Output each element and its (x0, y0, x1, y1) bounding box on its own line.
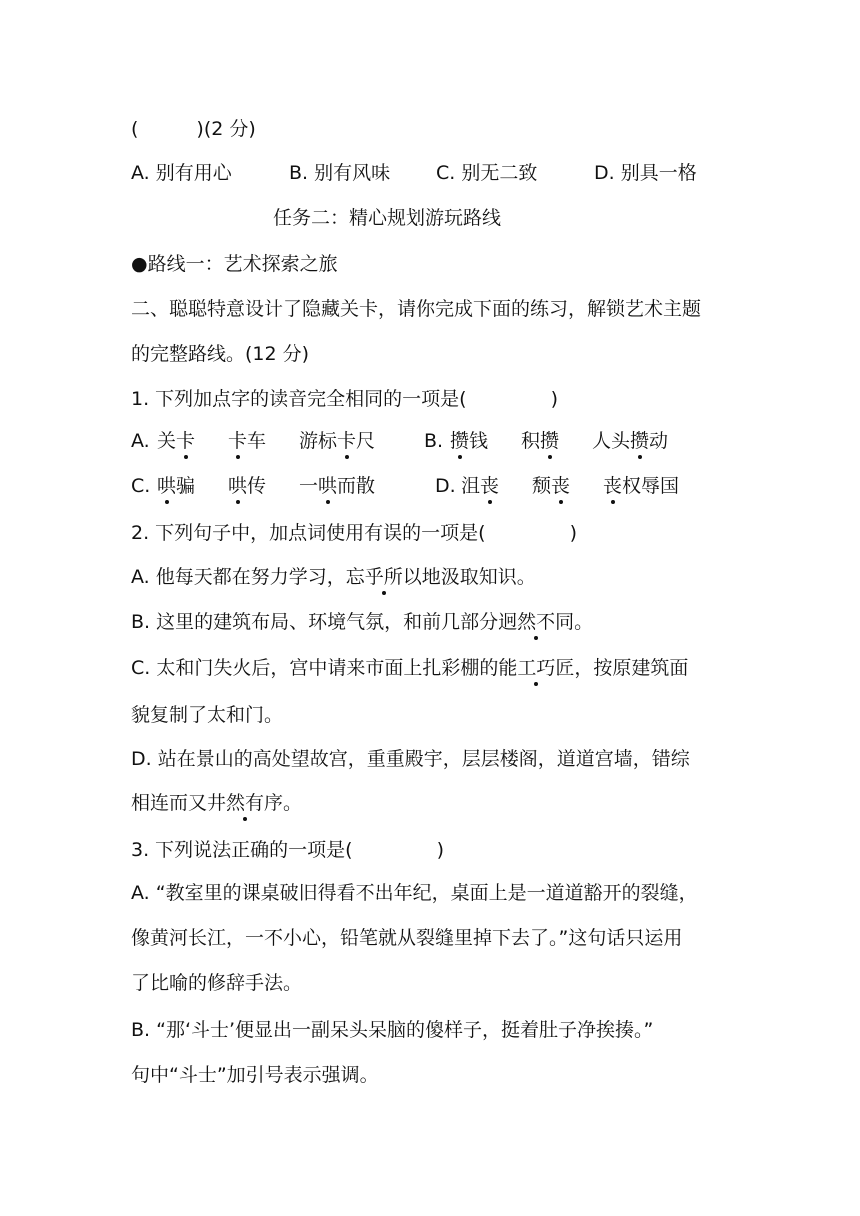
question-2-option-d[interactable]: D. 站在景山的高处望故宫，重重殿宇，层层楼阁，道道宫墙，错综 (131, 748, 690, 770)
dotted-char: 哄 (157, 475, 177, 497)
option-a-label[interactable]: A. (131, 430, 150, 452)
dotted-char: 攒 (540, 430, 560, 452)
dotted-char: 丧 (603, 475, 623, 497)
question-1-text: 1. 下列加点字的读音完全相同的一项是( (131, 388, 467, 410)
paren-open: ( (131, 118, 139, 140)
question-2-option-d-cont: 相连而又井然有序。 (131, 792, 303, 814)
word: 攒钱 (450, 430, 489, 452)
q1-answer-blank (131, 116, 256, 142)
dotted-char: 丧 (551, 475, 571, 497)
option-b-label[interactable]: B. (424, 430, 444, 452)
question-3-option-a[interactable]: A. “教室里的课桌破旧得看不出年纪，桌面上是一道道豁开的裂缝， (131, 882, 698, 904)
question-3-stem (131, 837, 444, 863)
question-3-option-b-cont: 句中“斗士”加引号表示强调。 (131, 1064, 379, 1086)
question-2-option-c-cont: 貌复制了太和门。 (131, 704, 284, 726)
word: 一哄而散 (299, 475, 376, 497)
dotted-char: 卡 (228, 430, 248, 452)
dotted-char: 哄 (228, 475, 248, 497)
paren-close: ) (569, 522, 578, 544)
section-two-line-2: 的完整路线。(12 分) (131, 343, 310, 365)
dotted-phrase: 忘乎所以 (345, 566, 422, 588)
word: 颓丧 (532, 475, 571, 497)
word: 卡车 (228, 430, 267, 452)
word: 人头攒动 (592, 430, 669, 452)
task-title: 任务二：精心规划游玩路线 (273, 207, 502, 229)
score-note: )(2 分) (196, 118, 256, 140)
option-c[interactable]: C. 别无二致 (436, 162, 538, 184)
option-d-label[interactable]: D. (435, 475, 456, 497)
dotted-char: 卡 (337, 430, 357, 452)
option-c-label[interactable]: C. (131, 475, 151, 497)
dotted-char: 丧 (480, 475, 500, 497)
dotted-char: 哄 (318, 475, 338, 497)
word: 关卡 (157, 430, 196, 452)
route-one-heading: ●路线一：艺术探索之旅 (131, 253, 338, 275)
word: 沮丧 (461, 475, 500, 497)
question-3-option-a-cont-2: 了比喻的修辞手法。 (131, 972, 303, 994)
question-2-stem (131, 520, 577, 546)
q1-options-row (0, 160, 860, 186)
question-1-stem (131, 386, 558, 412)
question-3-option-b[interactable]: B. “那‘斗士’便显出一副呆头呆脑的傻样子，挺着肚子净挨揍。” (131, 1019, 654, 1041)
question-2-option-a[interactable]: A. 他每天都在努力学习，忘乎所以地汲取知识。 (131, 566, 536, 588)
word: 哄传 (228, 475, 267, 497)
paren-close: ) (550, 388, 559, 410)
dotted-phrase: 能工巧匠 (498, 657, 575, 679)
option-a[interactable]: A. 别有用心 (131, 162, 232, 184)
paren-close: ) (436, 839, 445, 861)
question-3-option-a-cont-1: 像黄河长江，一不小心，铅笔就从裂缝里掉下去了。”这句话只运用 (131, 927, 683, 949)
dotted-phrase: 迥然不同 (498, 611, 575, 633)
question-2-option-c[interactable]: C. 太和门失火后，宫中请来市面上扎彩棚的能工巧匠，按原建筑面 (131, 657, 689, 679)
question-2-text: 2. 下列句子中，加点词使用有误的一项是( (131, 522, 486, 544)
word: 丧权辱国 (603, 475, 680, 497)
dotted-char: 攒 (630, 430, 650, 452)
section-two-line-1: 二、聪聪特意设计了隐藏关卡，请你完成下面的练习，解锁艺术主题 (131, 298, 702, 320)
question-3-text: 3. 下列说法正确的一项是( (131, 839, 353, 861)
word: 哄骗 (157, 475, 196, 497)
word: 积攒 (521, 430, 560, 452)
dotted-char: 攒 (450, 430, 470, 452)
dotted-phrase: 井然有序 (207, 792, 284, 814)
option-b[interactable]: B. 别有风味 (289, 162, 391, 184)
option-d[interactable]: D. 别具一格 (594, 162, 697, 184)
dotted-char: 卡 (176, 430, 196, 452)
question-2-option-b[interactable]: B. 这里的建筑布局、环境气氛，和前几部分迥然不同。 (131, 611, 594, 633)
word: 游标卡尺 (299, 430, 376, 452)
